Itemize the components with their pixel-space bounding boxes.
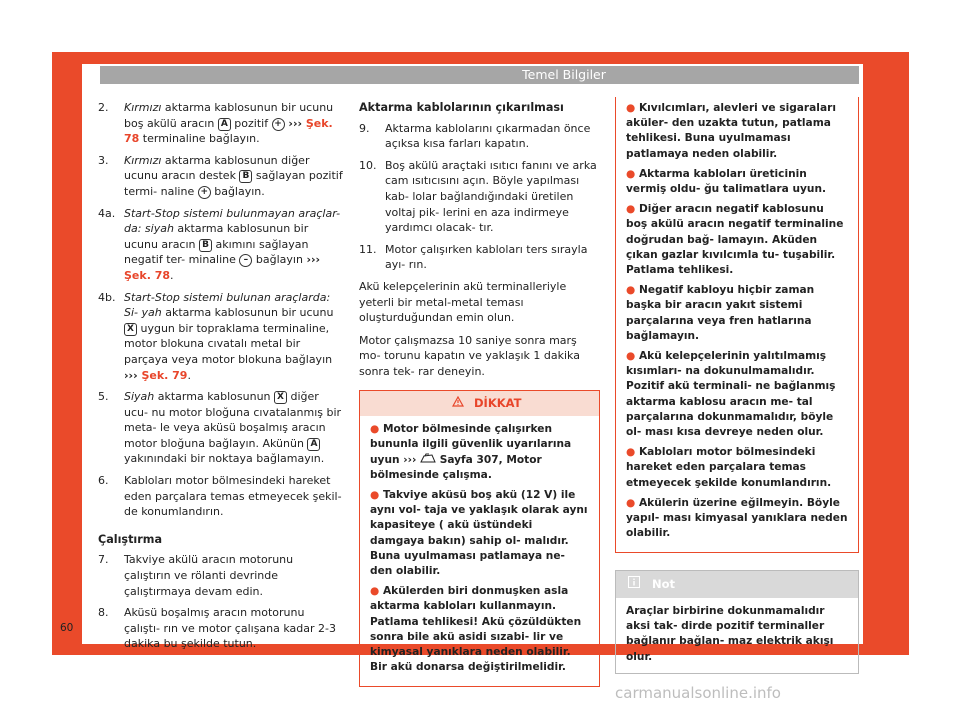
note-box [615, 570, 859, 673]
bullet-text: Motor bölmesinde çalışırken bununla ilgili güvenlik uyarılarına uyun ››› [370, 423, 572, 466]
step-text: terminaline bağlayın. [139, 132, 260, 146]
step-text: Takviye akülü aracın motorunu çalıştırın ve rölanti devrinde çalıştırmaya devam edin. [124, 553, 294, 598]
warning-bullet: ● Takviye aküsü boş akü (12 V) ile aynı vol- taja ve yaklaşık olarak aynı kapasiteye ( akü üstündeki damgaya bakın) sahip ol- malıdır. Buna uyulmaması patlamaya ne- den olabilir. [370, 488, 588, 577]
step-number: 5. [98, 390, 109, 404]
watermark: carmanualsonline.info [615, 684, 781, 702]
label-box: B [239, 170, 252, 183]
warning-box [359, 390, 600, 688]
bullet-text: Diğer aracın negatif kablosunu boş akülü aracın negatif terminaline doğrudan bağ- lamayın. Aküden çıkan gazlar kıvılcımla tu- tuşabilir. Patlama tehlikesi. [626, 203, 844, 277]
warning-bullet: ● Diğer aracın negatif kablosunu boş akülü aracın negatif terminaline doğrudan bağ- lamayın. Aküden çıkan gazlar kıvılcımla tu- tuşabilir. Patlama tehlikesi. [626, 203, 844, 277]
warning-continuation-box [615, 97, 859, 553]
label-box: A [218, 118, 231, 131]
step-7 [98, 552, 343, 599]
bullet-text: Aktarma kabloları üreticinin vermiş oldu- ğu talimatlara uyun. [626, 167, 827, 196]
step-6 [98, 473, 343, 520]
warning-body [360, 416, 599, 686]
section-heading: Aktarma kablolarının çıkarılması [359, 101, 564, 114]
paragraph: Akü kelepçelerinin akü terminalleriyle yeterli bir metal-metal teması oluşturduğundan emin olun. [359, 279, 567, 325]
note-title: Not [652, 577, 676, 592]
figure-link[interactable]: Şek. 78 [124, 268, 171, 282]
step-text: diğer ucu- nu motor bloğuna cıvatalanmış bir meta- le veya aküsü boşalmış aracın motor bloğuna bağlayın. Akünün [124, 390, 342, 450]
bullet-text: Akü kelepçelerinin yalıtılmamış kısımları- na dokunulmamalıdır. Pozitif akü terminali- ne bağlanmış aktarma kablosu aracın me- tal parçalarına dokunmamalıdır, böyle ol- ması kısa devreye neden olur. [626, 350, 836, 439]
column-right [615, 97, 859, 674]
step-number: 7. [98, 553, 109, 567]
warning-bullet: ● Akü kelepçelerinin yalıtılmamış kısımları- na dokunulmamalıdır. Pozitif akü terminali- ne bağlanmış aktarma kablosu aracın me- tal parçalarına dokunmamalıdır, böyle ol- ması kısa devreye neden olur. [626, 350, 836, 439]
warning-bullet: ● Kıvılcımları, alevleri ve sigaraları aküler- den uzakta tutun, patlama tehlikesi. Buna uyulmaması patlamaya neden olabilir. [626, 102, 836, 160]
step-8 [98, 605, 343, 652]
note-header [616, 571, 858, 598]
step-number: 2. [98, 101, 109, 114]
column-middle [359, 100, 600, 687]
warning-triangle-icon [452, 396, 464, 412]
warning-header [360, 391, 599, 417]
step-10 [359, 158, 600, 236]
step-number: 11. [359, 242, 377, 256]
step-number: 10. [359, 158, 377, 172]
step-number: 4b. [98, 290, 116, 304]
note-text: Araçlar birbirine dokunmamalıdır aksi tak- dirde pozitif terminaller bağlanır bağlan- maz elektrik akışı olur. [626, 605, 834, 663]
step-text: bağlayın. [210, 184, 265, 198]
step-text: aktarma kablosunun bir ucunu aracın [124, 222, 309, 251]
plus-terminal-icon: + [272, 118, 285, 131]
page-number: 60 [60, 622, 74, 634]
bullet-text: Akülerin üzerine eğilmeyin. Böyle yapıl- ması kimyasal yanıklara neden olabilir. [626, 496, 848, 540]
info-icon [628, 576, 640, 593]
label-box: X [274, 391, 287, 404]
step-text: aktarma kablosunun bir ucunu [161, 306, 334, 320]
step-5 [98, 389, 343, 467]
warning-bullet: ● Motor bölmesinde çalışırken bununla ilgili güvenlik uyarılarına uyun ››› Sayfa 307, Motor bölmesinde çalışma. [370, 423, 572, 481]
italic-text: Siyah [124, 390, 155, 404]
arrow-icon: ››› [306, 253, 321, 267]
step-text: sağlayan pozitif termi- naline [124, 169, 343, 198]
minus-terminal-icon: – [239, 254, 252, 267]
step-text: Kabloları motor bölmesindeki hareket eden parçalara temas etmeyecek şekil- de konumlandırın. [124, 474, 342, 519]
paragraph: Motor çalışmazsa 10 saniye sonra marş mo- torunu kapatın ve yaklaşık 1 dakika sonra tek- rar deneyin. [359, 333, 580, 378]
step-4b [98, 290, 343, 384]
header-title: Temel Bilgiler [522, 67, 606, 82]
warning-bullet: ● Negatif kabloyu hiçbir zaman başka bir aracın yakıt sistemi parçalarına veya fren hatlarına bağlamayın. [626, 284, 815, 342]
step-text: Aküsü boşalmış aracın motorunu çalıştı- rın ve motor çalışana kadar 2-3 dakika bu şekilde tutun. [124, 606, 337, 651]
figure-link[interactable]: Şek. 79 [141, 368, 188, 382]
warning-bullet: ● Aktarma kabloları üreticinin vermiş oldu- ğu talimatlara uyun. [626, 167, 827, 196]
step-text: aktarma kablosunun [154, 390, 275, 404]
step-number: 3. [98, 153, 109, 167]
step-text: akımını sağlayan negatif ter- minaline [124, 237, 309, 267]
step-number: 4a. [98, 206, 116, 220]
step-number: 9. [359, 121, 370, 135]
step-text: aktarma kablosunun bir ucunu boş akülü aracın [124, 101, 334, 130]
column-left [98, 100, 343, 658]
step-text: Boş akülü araçtaki ısıtıcı fanını ve arka cam ısıtıcısını açın. Böyle yapılması kab- lolar bağlandığındaki üretilen voltaj pik- lerini en aza indirmeye yardımcı olacak- tır. [385, 158, 597, 235]
page-header [100, 66, 859, 84]
warning-bullet: ● Akülerden biri donmuşken asla aktarma kabloları kullanmayın. Patlama tehlikesi! Akü çözüldükten sonra bile akü asidi sızabi- lir ve kimyasal yanıklara neden olabilir. Bir akü donarsa değiştirilmelidir. [370, 585, 582, 674]
label-box: B [199, 239, 212, 252]
step-text: Aktarma kablolarını çıkarmadan önce açıksa kısa farları kapatın. [385, 121, 591, 151]
bullet-text: Sayfa 307, Motor bölmesinde çalışma. [370, 453, 542, 481]
italic-text: Kırmızı [124, 153, 162, 167]
bullet-text: Kıvılcımları, alevleri ve sigaraları aküler- den uzakta tutun, patlama tehlikesi. Buna uyulmaması patlamaya neden olabilir. [626, 102, 836, 160]
italic-text: Start-Stop sistemi bulunan araçlarda: Si- yah [124, 290, 331, 320]
section-heading: Çalıştırma [98, 532, 162, 546]
step-text: uygun bir topraklama terminaline, motor blokuna cıvatalı metal bir parçaya veya motor blokuna bağlayın [124, 321, 333, 366]
warning-bullet: ● Akülerin üzerine eğilmeyin. Böyle yapıl- ması kimyasal yanıklara neden olabilir. [626, 496, 848, 540]
arrow-icon: ››› [284, 116, 306, 130]
bullet-text: Takviye aküsü boş akü (12 V) ile aynı vol- taja ve yaklaşık olarak aynı kapasiteye ( akü üstündeki damgaya bakın) sahip ol- malıdır. Buna uyulmaması patlamaya ne- den olabilir. [370, 488, 588, 577]
arrow-icon: ››› [124, 368, 142, 382]
step-text: . [170, 268, 174, 282]
step-text: Motor çalışırken kabloları ters sırayla ayı- rın. [385, 242, 588, 272]
warning-bullet: ● Kabloları motor bölmesindeki hareket eden parçalara temas etmeyecek şekilde konumlandırın. [626, 446, 832, 489]
step-text: yakınındaki bir noktaya bağlamayın. [124, 452, 325, 466]
bullet-text: Kabloları motor bölmesindeki hareket eden parçalara temas etmeyecek şekilde konumlandırın. [626, 446, 832, 489]
figure-link[interactable]: Şek. 78 [124, 116, 333, 146]
italic-text: Kırmızı [124, 101, 162, 114]
step-text: . [187, 368, 191, 382]
step-11 [359, 242, 600, 273]
engine-hood-icon [420, 453, 436, 468]
warning-title: DİKKAT [474, 395, 522, 410]
step-3 [98, 153, 343, 200]
step-number: 6. [98, 474, 109, 488]
step-4a [98, 206, 343, 284]
label-box: A [307, 438, 320, 451]
step-text: pozitif [230, 116, 272, 130]
step-number: 8. [98, 606, 109, 620]
step-9 [359, 121, 600, 152]
step-text: bağlayın [252, 253, 307, 267]
italic-text: Start-Stop sistemi bulunmayan araçlar- da: siyah [124, 206, 341, 236]
plus-terminal-icon: + [198, 186, 211, 199]
bullet-text: Negatif kabloyu hiçbir zaman başka bir aracın yakıt sistemi parçalarına veya fren hatlarına bağlamayın. [626, 284, 815, 342]
step-2 [98, 100, 343, 147]
step-text: aktarma kablosunun diğer ucunu aracın destek [124, 153, 310, 183]
label-box: X [124, 323, 137, 336]
bullet-text: Akülerden biri donmuşken asla aktarma kabloları kullanmayın. Patlama tehlikesi! Akü çözüldükten sonra bile akü asidi sızabi- lir ve kimyasal yanıklara neden olabilir. Bir akü donarsa değiştirilmelidir. [370, 585, 582, 674]
